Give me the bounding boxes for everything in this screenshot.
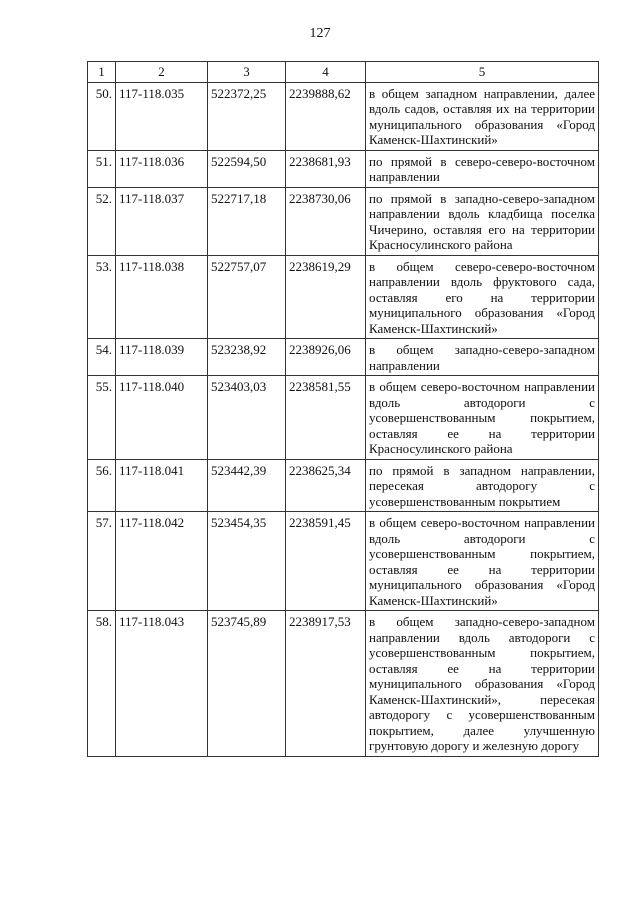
point-code: 117-118.037 xyxy=(116,187,208,255)
row-number: 50. xyxy=(88,82,116,150)
coordinate-x: 523454,35 xyxy=(208,512,286,611)
table-row xyxy=(88,339,599,376)
coordinate-x: 522372,25 xyxy=(208,82,286,150)
table-row xyxy=(88,82,599,150)
point-code: 117-118.041 xyxy=(116,459,208,512)
coordinate-x: 523442,39 xyxy=(208,459,286,512)
table-row xyxy=(88,376,599,460)
row-number: 54. xyxy=(88,339,116,376)
coordinate-x: 522757,07 xyxy=(208,255,286,339)
table-row xyxy=(88,459,599,512)
header-cell-2: 2 xyxy=(116,62,208,83)
coordinate-y: 2238926,06 xyxy=(286,339,366,376)
boundary-description: в общем северо-северо-восточном направлении вдоль фруктового сада, оставляя его на территории муниципального образования «Город Каменск-Шахтинский» xyxy=(366,255,599,339)
row-number: 57. xyxy=(88,512,116,611)
point-code: 117-118.036 xyxy=(116,150,208,187)
coordinate-y: 2238619,29 xyxy=(286,255,366,339)
header-cell-1: 1 xyxy=(88,62,116,83)
boundary-description: по прямой в западном направлении, пересекая автодорогу с усовершенствованным покрытием xyxy=(366,459,599,512)
boundary-description: по прямой в северо-северо-восточном направлении xyxy=(366,150,599,187)
point-code: 117-118.035 xyxy=(116,82,208,150)
table-body xyxy=(88,82,599,756)
header-cell-3: 3 xyxy=(208,62,286,83)
point-code: 117-118.038 xyxy=(116,255,208,339)
boundary-description: по прямой в западно-северо-западном направлении вдоль кладбища поселка Чичерино, оставляя его на территории Красносулинского района xyxy=(366,187,599,255)
boundary-description: в общем западном направлении, далее вдоль садов, оставляя их на территории муниципального образования «Город Каменск-Шахтинский» xyxy=(366,82,599,150)
row-number: 53. xyxy=(88,255,116,339)
header-cell-4: 4 xyxy=(286,62,366,83)
coordinate-y: 2238625,34 xyxy=(286,459,366,512)
boundary-description: в общем западно-северо-западном направлении вдоль автодороги с усовершенствованным покрытием, оставляя ее на территории муниципального образования «Город Каменск-Шахтинский», пересекая автодорогу с усовершенствованным покрытием, далее улучшенную грунтовую дорогу и железную дорогу xyxy=(366,611,599,757)
header-row xyxy=(88,62,599,83)
row-number: 58. xyxy=(88,611,116,757)
table-row xyxy=(88,187,599,255)
table-row xyxy=(88,512,599,611)
point-code: 117-118.042 xyxy=(116,512,208,611)
coordinate-y: 2238681,93 xyxy=(286,150,366,187)
coordinate-x: 523745,89 xyxy=(208,611,286,757)
row-number: 56. xyxy=(88,459,116,512)
coordinate-y: 2238917,53 xyxy=(286,611,366,757)
row-number: 51. xyxy=(88,150,116,187)
row-number: 55. xyxy=(88,376,116,460)
coordinate-x: 523238,92 xyxy=(208,339,286,376)
boundary-description: в общем западно-северо-западном направлении xyxy=(366,339,599,376)
coordinate-y: 2238581,55 xyxy=(286,376,366,460)
row-number: 52. xyxy=(88,187,116,255)
header-cell-5: 5 xyxy=(366,62,599,83)
table-row xyxy=(88,255,599,339)
coordinate-y: 2238730,06 xyxy=(286,187,366,255)
coordinate-x: 523403,03 xyxy=(208,376,286,460)
table-row xyxy=(88,150,599,187)
boundary-table xyxy=(87,61,599,757)
point-code: 117-118.039 xyxy=(116,339,208,376)
table-row xyxy=(88,611,599,757)
coordinate-y: 2239888,62 xyxy=(286,82,366,150)
boundary-description: в общем северо-восточном направлении вдоль автодороги с усовершенствованным покрытием, оставляя ее на территории муниципального образования «Город Каменск-Шахтинский» xyxy=(366,512,599,611)
point-code: 117-118.043 xyxy=(116,611,208,757)
point-code: 117-118.040 xyxy=(116,376,208,460)
page-number: 127 xyxy=(309,26,331,41)
coordinate-x: 522594,50 xyxy=(208,150,286,187)
coordinate-x: 522717,18 xyxy=(208,187,286,255)
boundary-description: в общем северо-восточном направлении вдоль автодороги с усовершенствованным покрытием, оставляя ее на территории Красносулинского района xyxy=(366,376,599,460)
coordinate-y: 2238591,45 xyxy=(286,512,366,611)
